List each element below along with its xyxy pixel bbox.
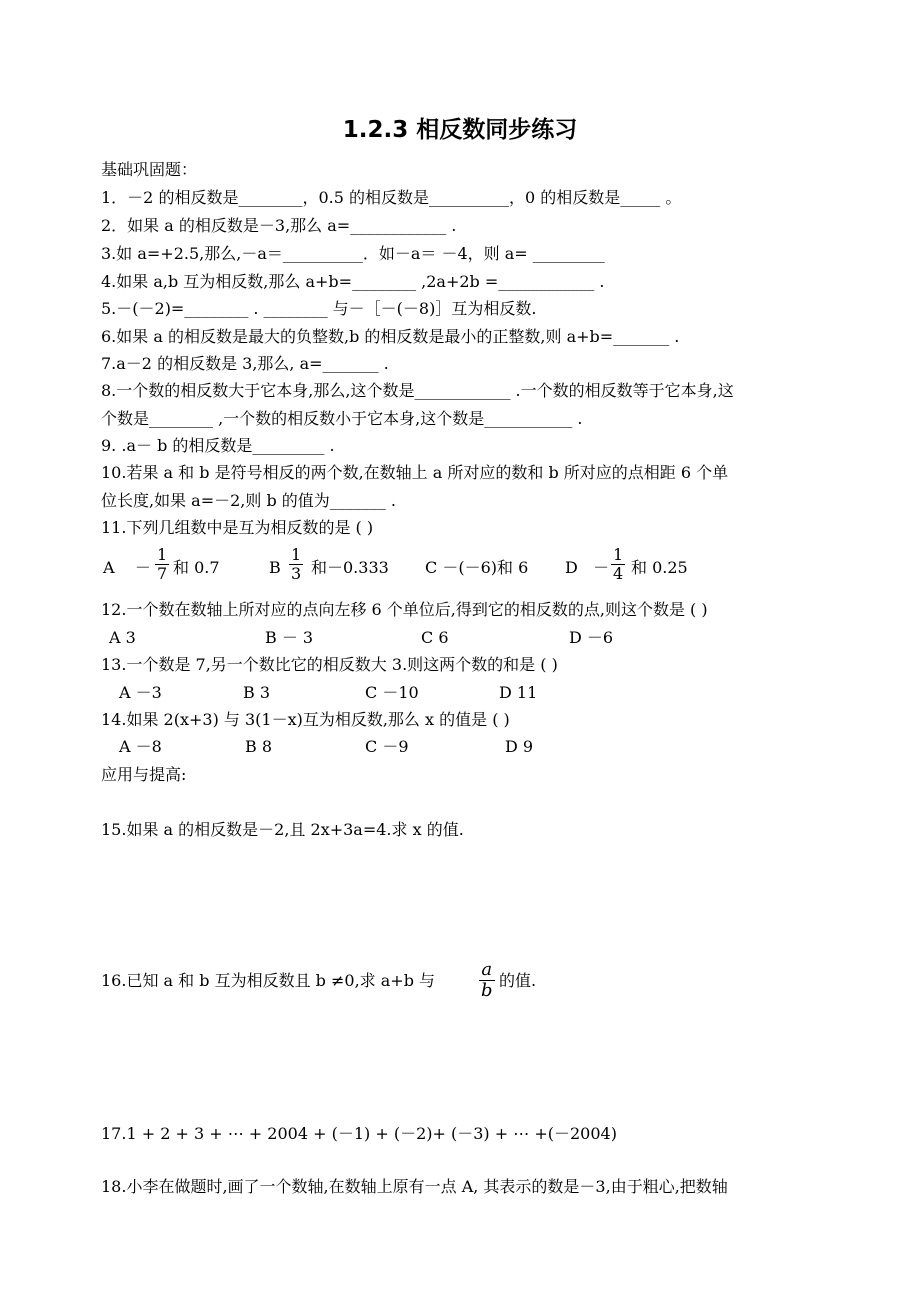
- option-a-numerator: 1: [157, 545, 168, 564]
- question-13-options: [101, 683, 801, 703]
- option-b: B － 3: [265, 628, 314, 647]
- question-17: 17.1 + 2 + 3 + ⋯ + 2004 + (－1) + (－2)+ (－3) + ⋯ +(－2004): [101, 1124, 617, 1143]
- option-a-label: A: [103, 558, 115, 577]
- fraction-numerator: a: [479, 960, 495, 981]
- option-d-sign: －: [593, 558, 610, 577]
- option-a: A －8: [119, 737, 162, 756]
- section-basic-heading: 基础巩固题：: [101, 160, 198, 179]
- question-4: 4.如果 a,b 互为相反数,那么 a+b=________ ,2a+2b =____________ .: [101, 272, 605, 291]
- option-b-denominator: 3: [291, 564, 302, 583]
- section-apply-heading: 应用与提高:: [101, 765, 187, 784]
- question-3: 3.如 a=+2.5,那么,－a＝__________．如－a＝ －4，则 a= _________: [101, 244, 605, 263]
- option-d-tail: 和 0.25: [631, 558, 688, 577]
- option-a-fraction: [155, 546, 169, 583]
- question-11: 11.下列几组数中是互为相反数的是 ( ): [101, 518, 374, 537]
- option-a: [103, 558, 151, 578]
- option-c: C －9: [365, 737, 409, 756]
- option-a: A －3: [119, 683, 162, 702]
- option-d-label: D: [565, 558, 578, 577]
- question-9: 9. .a－ b 的相反数是_________ .: [101, 436, 335, 455]
- option-b-tail: 和－0.333: [311, 558, 389, 577]
- fraction-denominator: b: [481, 980, 493, 1001]
- option-a-sign: －: [134, 558, 151, 577]
- question-8-line-2: 个数是________ ,一个数的相反数小于它本身,这个数是___________ .: [101, 409, 583, 428]
- option-b-label: B: [269, 558, 281, 577]
- option-d-fraction: [611, 546, 625, 583]
- option-d-numerator: 1: [613, 545, 624, 564]
- option-d: [565, 558, 609, 578]
- question-12-options: [101, 628, 801, 648]
- question-6: 6.如果 a 的相反数是最大的负整数,b 的相反数是最小的正整数,则 a+b=_______ .: [101, 327, 680, 346]
- option-b: B 3: [243, 683, 271, 702]
- question-2: 2．如果 a 的相反数是－3,那么 a=____________ .: [101, 216, 457, 235]
- option-c: C 6: [421, 628, 449, 647]
- question-18: 18.小李在做题时,画了一个数轴,在数轴上原有一点 A, 其表示的数是－3,由于粗心,把数轴: [101, 1177, 728, 1196]
- question-14-options: [101, 737, 801, 757]
- option-a-tail: 和 0.7: [173, 558, 220, 577]
- question-14: 14.如果 2(x+3) 与 3(1－x)互为相反数,那么 x 的值是 ( ): [101, 710, 510, 729]
- option-c: C －(－6)和 6: [425, 558, 529, 577]
- page-title: 1.2.3 相反数同步练习: [342, 117, 578, 143]
- question-5: 5.－(－2)=________ . ________ 与－［－(－8)］互为相反数.: [101, 299, 537, 318]
- question-13: 13.一个数是 7,另一个数比它的相反数大 3.则这两个数的和是 ( ): [101, 655, 558, 674]
- question-10-line-1: 10.若果 a 和 b 是符号相反的两个数,在数轴上 a 所对应的数和 b 所对应的点相距 6 个单: [101, 463, 729, 482]
- option-b-numerator: 1: [291, 545, 302, 564]
- question-16-text: 16.已知 a 和 b 互为相反数且 b ≠0,求 a+b 与: [101, 971, 436, 990]
- option-a: A 3: [109, 628, 136, 647]
- question-15: 15.如果 a 的相反数是－2,且 2x+3a=4.求 x 的值.: [101, 820, 464, 839]
- option-d: D 11: [499, 683, 538, 702]
- question-10-line-2: 位长度,如果 a=－2,则 b 的值为_______ .: [101, 491, 396, 510]
- option-d: D －6: [569, 628, 614, 647]
- option-c: C －10: [365, 683, 419, 702]
- question-12: 12.一个数在数轴上所对应的点向左移 6 个单位后,得到它的相反数的点,则这个数是 ( ): [101, 600, 708, 619]
- question-8-line-1: 8.一个数的相反数大于它本身,那么,这个数是____________ .一个数的相反数等于它本身,这: [101, 381, 734, 400]
- question-7: 7.a－2 的相反数是 3,那么, a=_______ .: [101, 354, 389, 373]
- option-b-fraction: [289, 546, 303, 583]
- option-a-denominator: 7: [157, 564, 168, 583]
- question-1: 1．－2 的相反数是________，0.5 的相反数是__________，0 的相反数是_____ 。: [101, 188, 682, 207]
- option-d-denominator: 4: [613, 564, 624, 583]
- question-16-tail: 的值.: [499, 971, 537, 990]
- option-b: B 8: [245, 737, 273, 756]
- option-d: D 9: [505, 737, 534, 756]
- question-16-fraction: [479, 960, 495, 1001]
